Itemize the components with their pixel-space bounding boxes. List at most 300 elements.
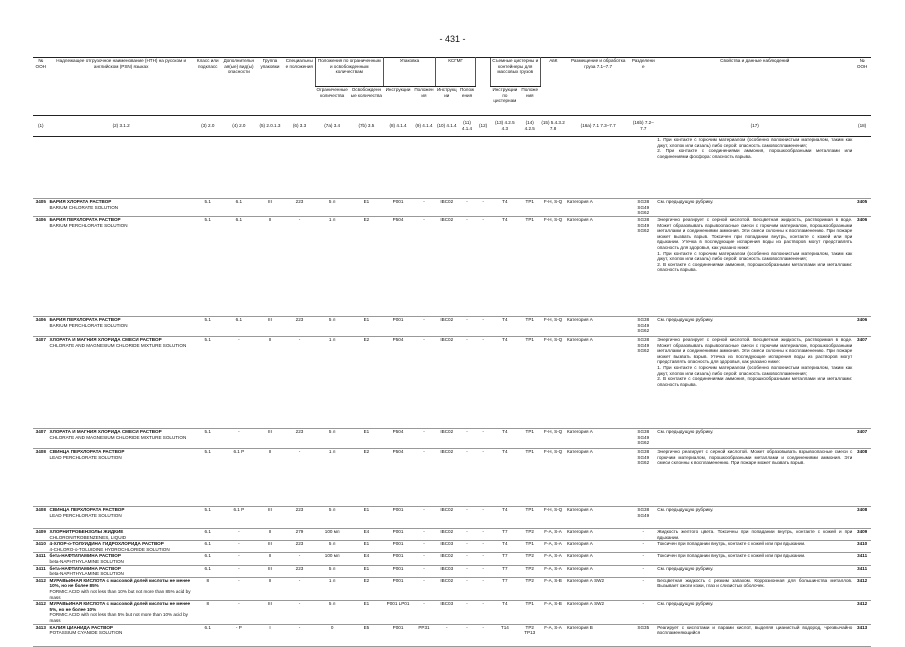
name-russian: ХЛОРАТА И МАГНИЯ ХЛОРИДА СМЕСИ РАСТВОР (49, 429, 162, 434)
cell-un-number: 3407 (33, 429, 49, 449)
header-un-number: № ООН (33, 58, 49, 116)
cell-packing-group: I (256, 624, 284, 646)
cell-packing-instruction: P504 (384, 449, 413, 507)
cell-special-provisions (284, 137, 315, 199)
cell-col-12-value: - (476, 199, 491, 217)
cell-class: 5.1 (194, 199, 222, 217)
name-russian: СВИНЦА ПЕРХЛОРАТА РАСТВОР (49, 507, 125, 512)
cell-limited-quantity: 0 (315, 624, 349, 646)
cell-stowage: Категория А (566, 541, 630, 553)
cell-packing-provision: - (413, 529, 436, 541)
cell-col-12-value: - (476, 541, 491, 553)
cell-ibc-provision: - (458, 553, 476, 565)
cell-substance-name (49, 553, 194, 565)
cell-ibc-instruction: IBC02 (435, 529, 458, 541)
name-english: CHLORONITROBENZENES, LIQUID (49, 534, 127, 540)
cell-stowage: Категория А (566, 529, 630, 541)
cell-excepted-quantity: E1 (349, 507, 383, 529)
cell-packing-instruction: P001 (384, 199, 413, 217)
cell-ibc-instruction: - (435, 624, 458, 646)
col-number: (15) 5.4.3.2 7.8 (540, 116, 566, 137)
name-english: LEAD PERCHLORATE SOLUTION (49, 454, 122, 460)
cell-subsidiary-risk: 6.1 P (222, 507, 256, 529)
name-russian: БАРИЯ ПЕРХЛОРАТА РАСТВОР (49, 217, 121, 222)
cell-subsidiary-risk: - (222, 601, 256, 624)
cell-tank-instruction: T7 (490, 529, 519, 541)
cell-packing-provision: - (413, 317, 436, 337)
cell-class: 5.1 (194, 449, 222, 507)
table-row (33, 217, 871, 317)
cell-packing-provision: - (413, 601, 436, 624)
cell-tank-instruction (490, 137, 519, 199)
cell-special-provisions: 223 (284, 565, 315, 577)
table-row (33, 507, 871, 529)
cell-limited-quantity: 1 л (315, 449, 349, 507)
cell-packing-group: III (256, 601, 284, 624)
cell-special-provisions: - (284, 449, 315, 507)
cell-col-12-value (476, 137, 491, 199)
cell-subsidiary-risk: - (222, 429, 256, 449)
cell-excepted-quantity: E1 (349, 199, 383, 217)
cell-limited-quantity: 5 л (315, 565, 349, 577)
cell-class: 6.1 (194, 529, 222, 541)
cell-properties: Токсичен при попадании внутрь, контакте с кожей или при вдыхании. (656, 553, 853, 565)
cell-limited-quantity: 1 л (315, 577, 349, 600)
cell-substance-name (49, 137, 194, 199)
cell-substance-name (49, 565, 194, 577)
cell-limited-quantity: 1 л (315, 217, 349, 317)
table-row (33, 577, 871, 600)
name-russian: КАЛИЯ ЦИАНИДА РАСТВОР (49, 624, 113, 630)
cell-excepted-quantity: E1 (349, 317, 383, 337)
cell-packing-group: III (256, 199, 284, 217)
cell-packing-group: II (256, 577, 284, 600)
cell-packing-instruction: P001 LP01 (384, 601, 413, 624)
cell-un-number-right: 3405 (853, 199, 871, 217)
cell-excepted-quantity: E2 (349, 217, 383, 317)
col-number: (7b) 3.5 (349, 116, 383, 137)
cell-special-provisions: - (284, 577, 315, 600)
cell-properties: См. предыдущую рубрику. (656, 601, 853, 624)
cell-un-number-right: 3413 (853, 624, 871, 646)
cell-class: 5.1 (194, 317, 222, 337)
cell-col-12-value: - (476, 217, 491, 317)
cell-tank-provision: TP1 (519, 317, 540, 337)
cell-subsidiary-risk: - (222, 529, 256, 541)
cell-stowage: Категория А (566, 553, 630, 565)
cell-ibc-instruction: IBC02 (435, 507, 458, 529)
cell-col-12-value: - (476, 317, 491, 337)
cell-class: 8 (194, 577, 222, 600)
name-russian: бета-НАФТИЛАМИНА РАСТВОР (49, 553, 121, 559)
cell-subsidiary-risk: - (222, 337, 256, 429)
name-russian: БАРИЯ ПЕРХЛОРАТА РАСТВОР (49, 317, 121, 322)
cell-properties: 1. При контакте с горючим материалом (особенно волокнистым материалом, таким как джут, хлопок или сизаль) либо серой: опасность самовоспламенения; 2. При контакте с соединениями аммония, порошкообразными металлами или соединениями фосфора: опасность взрыва. (656, 137, 853, 199)
cell-packing-provision: - (413, 337, 436, 429)
cell-ems-code: F-A, S-B (540, 601, 566, 624)
cell-packing-group: II (256, 337, 284, 429)
header-ibc-provisions: Положения (458, 87, 476, 116)
header-name: Надлежащее отгрузочное наименование (НТН) на русском и английском (PSN) языках (49, 58, 194, 116)
cell-ibc-instruction: IBC02 (435, 217, 458, 317)
name-russian: 4-ХЛОР-o-ТОЛУИДИНА ГИДРОХЛОРИДА РАСТВОР (49, 541, 164, 547)
cell-un-number-right: 3412 (853, 601, 871, 624)
cell-class: 5.1 (194, 217, 222, 317)
cell-stowage: Категория А (566, 449, 630, 507)
cell-ibc-instruction: IBC02 (435, 577, 458, 600)
cell-limited-quantity (315, 137, 349, 199)
cell-segregation: SG38 SG49 SG62 (630, 429, 656, 449)
cell-properties: См. предыдущую рубрику. (656, 565, 853, 577)
cell-tank-provision: TP1 (519, 217, 540, 317)
table-row (33, 565, 871, 577)
cell-class: 5.1 (194, 337, 222, 429)
cell-ibc-instruction: IBC03 (435, 601, 458, 624)
cell-ems-code: F-H, S-Q (540, 449, 566, 507)
cell-packing-group: III (256, 565, 284, 577)
cell-packing-instruction (384, 137, 413, 199)
cell-packing-group: II (256, 529, 284, 541)
cell-tank-instruction: T4 (490, 317, 519, 337)
cell-ibc-provision: - (458, 217, 476, 317)
name-russian: бета-НАФТИЛАМИНА РАСТВОР (49, 565, 121, 571)
cell-un-number-right: 3407 (853, 429, 871, 449)
cell-packing-provision: PP31 (413, 624, 436, 646)
cell-packing-instruction: P504 (384, 217, 413, 317)
header-tank-provisions: Положения (519, 87, 540, 116)
cell-limited-quantity: 5 л (315, 199, 349, 217)
cell-special-provisions: - (284, 217, 315, 317)
cell-packing-provision: - (413, 541, 436, 553)
header-excepted-quantities: Освобожденные количества (349, 87, 383, 116)
cell-substance-name (49, 507, 194, 529)
cell-stowage: Категория А (566, 217, 630, 317)
cell-class: 5.1 (194, 429, 222, 449)
cell-substance-name (49, 429, 194, 449)
name-english: LEAD PERCHLORATE SOLUTION (49, 512, 122, 518)
cell-ibc-instruction: IBC03 (435, 541, 458, 553)
name-english: FORMIC ACID with not less than 10% but not more than 85% acid by mass (49, 588, 191, 600)
cell-properties: См. предыдущую рубрику. (656, 429, 853, 449)
cell-class: 6.1 (194, 553, 222, 565)
col-number: (1) (33, 116, 49, 137)
table-row (33, 199, 871, 217)
cell-col-12-value: - (476, 565, 491, 577)
cell-segregation: SG35 (630, 624, 656, 646)
cell-ibc-instruction: IBC02 (435, 429, 458, 449)
cell-segregation: SG38 SG49 (630, 507, 656, 529)
cell-segregation: - (630, 553, 656, 565)
cell-properties: Энергично реагирует с серной кислотой. Бесцветная жидкость, растворимая в воде. Может образовывать взрывоопасные смеси с горючим материалом, порошкообразными металлами и соединениями аммония. Эти смеси склонны к воспламенению. При пожаре может вызвать взрыв. Токсичен при попадании внутрь, контакте с кожей или при вдыхании. Утечка в последующие испарения воды из растворов могут представлять опасность для здоровья, как указано ниже: 1. При контакте с горючим материалом (особенно волокнистым материалом, таким как джут, хлопок или сизаль) либо серой: опасность самовоспламенения; 2. В контакте с соединениями аммония, порошкообразными металлами или металлами: опасность взрыва. (656, 217, 853, 317)
col-number: (14) 4.2.5 (519, 116, 540, 137)
table-row (33, 317, 871, 337)
cell-limited-quantity: 5 л (315, 541, 349, 553)
cell-packing-instruction: P001 (384, 577, 413, 600)
cell-un-number-right (853, 137, 871, 199)
cell-tank-provision: TP1 (519, 337, 540, 429)
cell-un-number-right: 3410 (853, 541, 871, 553)
cell-substance-name (49, 541, 194, 553)
name-english: beta-NAPHTHYLAMINE SOLUTION (49, 571, 124, 577)
cell-stowage (566, 137, 630, 199)
cell-tank-provision: TP1 (519, 601, 540, 624)
name-english: BARIUM CHLORATE SOLUTION (49, 204, 119, 210)
header-ems: АвК (540, 58, 566, 116)
cell-segregation: SG38 SG49 SG62 (630, 317, 656, 337)
cell-ibc-instruction: IBC02 (435, 449, 458, 507)
page-number: - 431 - (439, 34, 466, 44)
cell-special-provisions: 223 (284, 507, 315, 529)
cell-limited-quantity: 5 л (315, 601, 349, 624)
cell-col-12-value: - (476, 577, 491, 600)
cell-un-number (33, 137, 49, 199)
cell-substance-name (49, 577, 194, 600)
cell-ems-code: F-H, S-Q (540, 199, 566, 217)
cell-segregation: SG38 SG49 SG62 (630, 217, 656, 317)
cell-stowage: Категория А (566, 507, 630, 529)
cell-segregation: - (630, 577, 656, 600)
col-number: (4) 2.0 (222, 116, 256, 137)
cell-ems-code: F-H, S-Q (540, 429, 566, 449)
cell-class: 6.1 (194, 624, 222, 646)
cell-tank-instruction: T7 (490, 565, 519, 577)
cell-subsidiary-risk: - (222, 577, 256, 600)
table-body (33, 137, 871, 647)
cell-un-number: 3406 (33, 317, 49, 337)
cell-stowage: Категория А (566, 337, 630, 429)
cell-properties: Реагирует с кислотами и парами кислот, выделяя цианистый водород, чрезвычайно воспламеняющийся (656, 624, 853, 646)
col-number: (7a) 3.4 (315, 116, 349, 137)
header-ibc-instructions: Инструкции (435, 87, 458, 116)
header-col-12 (476, 58, 491, 116)
col-number: (8) 4.1.4 (384, 116, 413, 137)
cell-tank-provision: TP2 TP13 (519, 624, 540, 646)
cell-properties: Жидкость желтого цвета. Токсичны при попадании внутрь, контакте с кожей и при вдыхании. (657, 529, 853, 540)
cell-properties: Энергично реагирует с серной кислотой. Может образовывать взрывоопасные смеси с горючим материалом, порошкообразными металлами и соединениями аммония. Эти смеси склонны к воспламенению. При пожаре может вызвать взрыв. (656, 449, 853, 507)
cell-packing-instruction: P001 (384, 565, 413, 577)
cell-un-number-right: 3408 (853, 449, 871, 507)
cell-un-number: 3408 (33, 507, 49, 529)
cell-packing-group: III (256, 541, 284, 553)
cell-tank-instruction: T4 (490, 199, 519, 217)
cell-class: 8 (194, 601, 222, 624)
col-number: (17) (656, 116, 853, 137)
cell-ibc-provision: - (458, 337, 476, 429)
cell-special-provisions: - (284, 337, 315, 429)
cell-stowage: Категория А (566, 565, 630, 577)
header-properties: Свойства и данные наблюдений (656, 58, 853, 116)
cell-ibc-provision: - (458, 529, 476, 541)
name-russian: СВИНЦА ПЕРХЛОРАТА РАСТВОР (49, 449, 125, 454)
cell-limited-quantity: 5 л (315, 317, 349, 337)
cell-substance-name (49, 624, 194, 646)
cell-class: 6.1 (194, 565, 222, 577)
cell-packing-provision: - (413, 429, 436, 449)
cell-packing-instruction: P504 (384, 429, 413, 449)
header-class: Класс или подкласс (194, 58, 222, 116)
name-russian: ХЛОРАТА И МАГНИЯ ХЛОРИДА СМЕСИ РАСТВОР (49, 337, 162, 342)
cell-col-12-value: - (476, 601, 491, 624)
name-english: CHLORATE AND MAGNESIUM CHLORIDE MIXTURE SOLUTION (49, 434, 187, 440)
cell-un-number-right: 3411 (853, 553, 871, 565)
cell-un-number: 3411 (33, 553, 49, 565)
cell-ibc-provision: - (458, 507, 476, 529)
name-english: beta-NAPHTHYLAMINE SOLUTION (49, 558, 124, 564)
cell-subsidiary-risk: 6.1 (222, 217, 256, 317)
cell-un-number: 3408 (33, 449, 49, 507)
cell-subsidiary-risk: - (222, 541, 256, 553)
table-row (33, 529, 871, 541)
cell-substance-name (49, 217, 194, 317)
cell-packing-instruction: P001 (384, 507, 413, 529)
cell-subsidiary-risk: - P (222, 624, 256, 646)
cell-limited-quantity: 5 л (315, 507, 349, 529)
cell-stowage: Категория А (566, 317, 630, 337)
dangerous-goods-table (33, 57, 871, 647)
cell-subsidiary-risk: 6.1 (222, 199, 256, 217)
cell-un-number-right: 3408 (853, 507, 871, 529)
cell-tank-instruction: T7 (490, 577, 519, 600)
cell-excepted-quantity: E2 (349, 577, 383, 600)
cell-excepted-quantity: E4 (349, 553, 383, 565)
cell-packing-provision: - (413, 199, 436, 217)
cell-special-provisions: 223 (284, 317, 315, 337)
col-number: (12) (476, 116, 491, 137)
col-number: (16a) 7.1 7.3–7.7 (566, 116, 630, 137)
cell-col-12-value: - (476, 624, 491, 646)
cell-stowage: Категория B (566, 624, 630, 646)
cell-excepted-quantity: E2 (349, 449, 383, 507)
cell-un-number: 3407 (33, 337, 49, 429)
cell-properties: Энергично реагирует с серной кислотой. Бесцветная жидкость, растворимая в воде. Может образовывать взрывоопасные смеси с горючим материалом, порошкообразными металлами и соединениями аммония. Эти смеси склонны к воспламенению. При пожаре может вызвать взрыв. Утечка из последующие испарения воды из растворов могут представлять опасность для здоровья, как указано ниже: 1. При контакте с горючим материалом (особенно волокнистым материалом, таким как джут, хлопок или сизаль) либо серой: опасность самовоспламенения; 2. В контакте с соединениями аммония, порошкообразными металлами или металлами: опасность взрыва. (656, 337, 853, 429)
cell-class: 5.1 (194, 507, 222, 529)
cell-un-number: 3410 (33, 541, 49, 553)
cell-ibc-instruction: IBC03 (435, 565, 458, 577)
cell-packing-group: II (256, 217, 284, 317)
cell-excepted-quantity: E2 (349, 337, 383, 429)
cell-ibc-provision: - (458, 565, 476, 577)
cell-ibc-instruction: IBC02 (435, 337, 458, 429)
cell-packing-group: III (256, 317, 284, 337)
cell-tank-instruction: T4 (490, 449, 519, 507)
cell-col-12-value: - (476, 449, 491, 507)
cell-ibc-provision: - (458, 577, 476, 600)
cell-un-number-right: 3407 (853, 337, 871, 429)
cell-ems-code: F-H, S-Q (540, 317, 566, 337)
name-russian: МУРАВЬИНАЯ КИСЛОТА с массовой долей кислоты не менее 5%, но не более 10% (49, 601, 191, 612)
cell-col-12-value: - (476, 429, 491, 449)
cell-stowage: Категория А SW2 (566, 601, 630, 624)
table-row (33, 137, 871, 199)
cell-tank-provision: TP2 (519, 553, 540, 565)
header-subsidiary-risk: Дополнительная(ые) вид(ы) опасности (222, 58, 256, 116)
cell-limited-quantity: 1 л (315, 337, 349, 429)
cell-ibc-provision (458, 137, 476, 199)
table-row (33, 449, 871, 507)
header-un-number-right: № ООН (853, 58, 871, 116)
table-header (33, 58, 871, 137)
cell-packing-group: III (256, 507, 284, 529)
name-english: BARIUM PERCHLORATE SOLUTION (49, 322, 128, 328)
cell-ibc-provision: - (458, 429, 476, 449)
cell-limited-quantity: 100 мл (315, 529, 349, 541)
cell-substance-name (49, 199, 194, 217)
cell-excepted-quantity: E5 (349, 624, 383, 646)
cell-un-number-right: 3406 (853, 317, 871, 337)
cell-excepted-quantity: E1 (349, 429, 383, 449)
cell-un-number: 3412 (33, 601, 49, 624)
cell-ibc-instruction: IBC02 (435, 553, 458, 565)
cell-ibc-provision: - (458, 199, 476, 217)
cell-packing-provision: - (413, 217, 436, 317)
cell-col-12-value: - (476, 337, 491, 429)
cell-stowage: Категория А (566, 429, 630, 449)
cell-tank-provision: TP2 (519, 577, 540, 600)
cell-tank-provision: TP1 (519, 449, 540, 507)
name-english: 4-CHLORO-o-TOLUIDINE HYDROCHLORIDE SOLUTION (49, 546, 170, 552)
cell-ems-code: F-A, S-A (540, 624, 566, 646)
cell-ibc-provision: - (458, 624, 476, 646)
cell-ibc-provision: - (458, 317, 476, 337)
cell-class: 6.1 (194, 541, 222, 553)
name-english: POTASSIUM CYANIDE SOLUTION (49, 630, 123, 636)
header-ibc-group: КСГМГ (435, 58, 475, 87)
header-special-provisions: Специальные положения (284, 58, 315, 116)
cell-tank-provision: TP2 (519, 529, 540, 541)
cell-substance-name (49, 529, 194, 541)
table-row (33, 601, 871, 624)
header-packing-group-box: Упаковка (384, 58, 436, 87)
header-segregation: Разделение (630, 58, 656, 116)
cell-substance-name (49, 337, 194, 429)
header-packing-group: Группа упаковки (256, 58, 284, 116)
cell-packing-provision: - (413, 565, 436, 577)
cell-special-provisions: 223 (284, 429, 315, 449)
cell-segregation (630, 137, 656, 199)
cell-tank-instruction: T4 (490, 337, 519, 429)
col-number: (3) 2.0 (194, 116, 222, 137)
cell-properties: См. предыдущую рубрику. (656, 199, 853, 217)
cell-limited-quantity: 100 мл (315, 553, 349, 565)
cell-substance-name (49, 449, 194, 507)
cell-un-number: 3405 (33, 199, 49, 217)
cell-un-number-right: 3406 (853, 217, 871, 317)
cell-tank-instruction: T4 (490, 541, 519, 553)
cell-un-number-right: 3409 (853, 529, 871, 541)
cell-packing-group: II (256, 553, 284, 565)
name-russian: ХЛОРНИТРОБЕНЗОЛЫ ЖИДКИЕ (49, 529, 124, 534)
col-number: (18) (853, 116, 871, 137)
cell-tank-provision: TP1 (519, 199, 540, 217)
cell-col-12-value: - (476, 529, 491, 541)
cell-packing-provision (413, 137, 436, 199)
cell-ems-code: F-A, S-B (540, 577, 566, 600)
cell-segregation: - (630, 529, 656, 541)
cell-tank-instruction: T7 (490, 553, 519, 565)
cell-tank-instruction: T4 (490, 601, 519, 624)
name-english: FORMIC ACID with not less than 5% but not more than 10% acid by mass (49, 612, 188, 623)
cell-properties: Бесцветная жидкость с резким запахом. Коррозионная для большинства металлов. Вызывает ожоги кожи, глаз и слизистых оболочек. (656, 577, 853, 600)
col-number: (10) 4.1.4 (435, 116, 458, 137)
cell-properties: Токсичен при попадании внутрь, контакте с кожей или при вдыхании. (656, 541, 853, 553)
cell-special-provisions: - (284, 624, 315, 646)
cell-stowage: Категория А (566, 199, 630, 217)
cell-special-provisions: - (284, 601, 315, 624)
cell-packing-instruction: P001 (384, 624, 413, 646)
cell-substance-name (49, 317, 194, 337)
cell-packing-group: II (256, 449, 284, 507)
cell-excepted-quantity: E1 (349, 601, 383, 624)
